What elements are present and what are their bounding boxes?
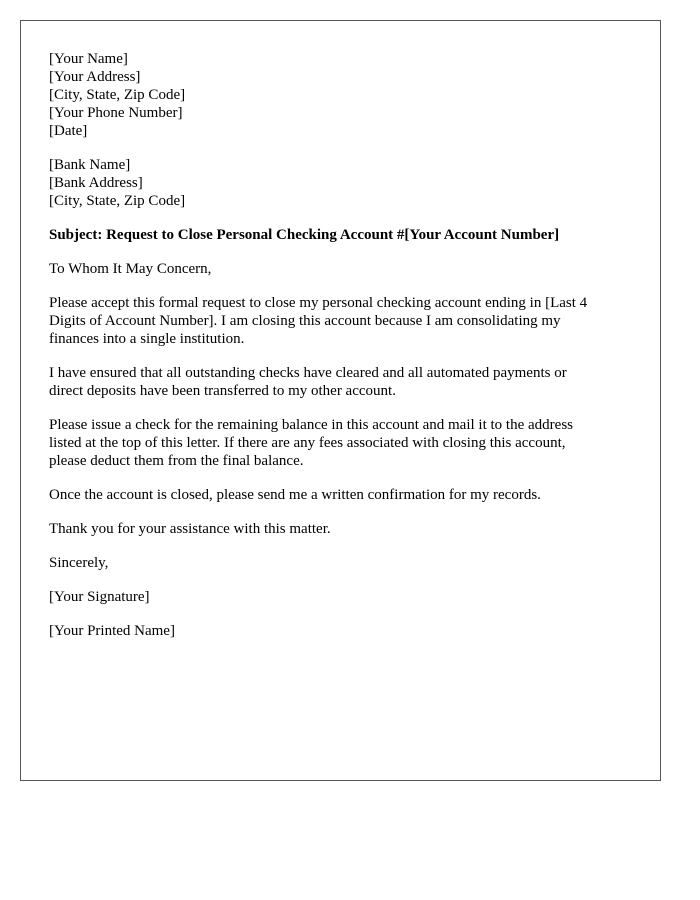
sender-phone: [Your Phone Number] — [49, 105, 183, 121]
paragraph-confirmation: Once the account is closed, please send me a written confirmation for my records. — [49, 487, 541, 503]
recipient-address-block — [49, 156, 639, 210]
paragraph-thanks: Thank you for your assistance with this matter. — [49, 521, 331, 537]
paragraph-checks-cleared: I have ensured that all outstanding checks have cleared and all automated payments or direct deposits have been transferred to my other account. — [49, 365, 567, 399]
bank-address: [Bank Address] — [49, 175, 143, 191]
paragraph-account-closure: Please accept this formal request to close my personal checking account ending in [Last 4 Digits of Account Number]. I am closing this account because I am consolidating my finances into a single institution. — [49, 295, 588, 347]
sender-name: [Your Name] — [49, 51, 128, 67]
paragraph-balance-check: Please issue a check for the remaining balance in this account and mail it to the address listed at the top of this letter. If there are any fees associated with closing this account, please deduct them from the final balance. — [49, 417, 573, 469]
sender-address: [Your Address] — [49, 69, 141, 85]
printed-name: [Your Printed Name] — [49, 623, 175, 639]
sender-address-block — [49, 50, 639, 140]
letter-date: [Date] — [49, 123, 88, 139]
closing: Sincerely, — [49, 555, 109, 571]
bank-city-state-zip: [City, State, Zip Code] — [49, 193, 186, 209]
bank-name: [Bank Name] — [49, 157, 131, 173]
sender-city-state-zip: [City, State, Zip Code] — [49, 87, 186, 103]
letter-body — [49, 50, 639, 656]
subject-line: Subject: Request to Close Personal Checking Account #[Your Account Number] — [49, 227, 560, 243]
letter-page — [20, 20, 661, 781]
signature-placeholder: [Your Signature] — [49, 589, 150, 605]
salutation: To Whom It May Concern, — [49, 261, 212, 277]
